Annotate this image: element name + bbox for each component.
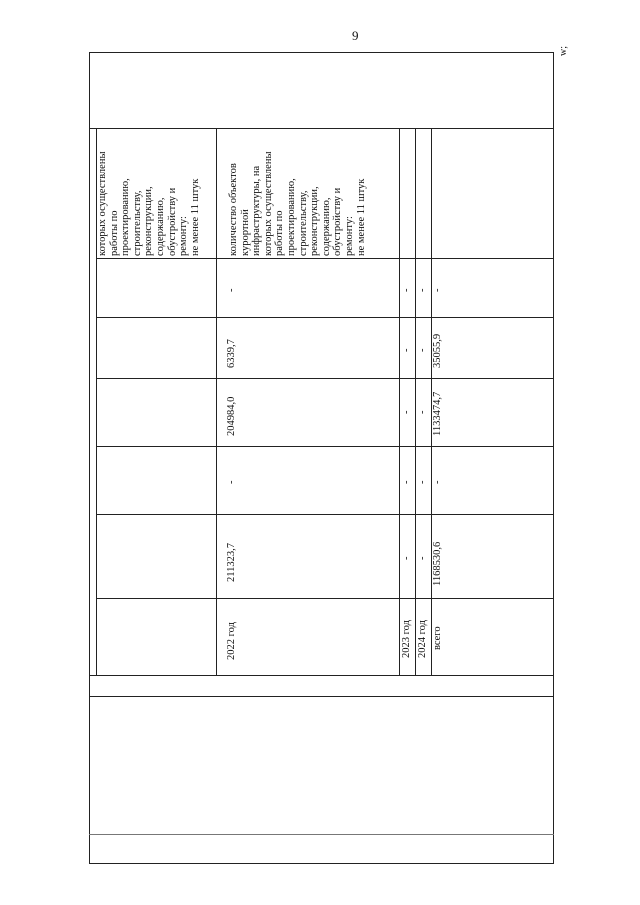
page-number: 9 [352, 28, 359, 43]
period-cell: всего [432, 626, 443, 650]
corner-mark: w; [558, 46, 569, 56]
period-cell: 2024 год [417, 620, 428, 658]
federal-cell: - [226, 480, 237, 484]
indicator-text: количество объектов курортной инфраструктуры, на которых осуществлены работы по проектированию, строительству, реконструкции, содержанию, обустройству и ремонту: не менее 11 штук [228, 151, 367, 256]
other-cell: - [226, 288, 237, 292]
local-cell: 6339,7 [226, 339, 237, 368]
total-cell: - [401, 556, 412, 560]
total-cell: - [417, 556, 428, 560]
period-cell: 2022 год [226, 622, 237, 660]
regional-cell: - [417, 410, 428, 414]
continuation-text: которых осуществлены работы по проектированию, строительству, реконструкции, содержанию, обустройству и ремонту: не менее 11 штук [97, 151, 201, 256]
federal-cell: - [432, 480, 443, 484]
local-cell: 35055,9 [432, 333, 443, 368]
other-cell: - [417, 288, 428, 292]
regional-cell: - [401, 410, 412, 414]
other-cell: - [432, 288, 443, 292]
local-cell: - [417, 348, 428, 352]
total-cell: 1168530,6 [432, 541, 443, 586]
other-cell: - [401, 288, 412, 292]
federal-cell: - [417, 480, 428, 484]
regional-cell: 204984,0 [226, 396, 237, 436]
total-cell: 211323,7 [226, 543, 237, 582]
regional-cell: 1133474,7 [432, 391, 443, 436]
federal-cell: - [401, 480, 412, 484]
local-cell: - [401, 348, 412, 352]
period-cell: 2023 год [401, 620, 412, 658]
